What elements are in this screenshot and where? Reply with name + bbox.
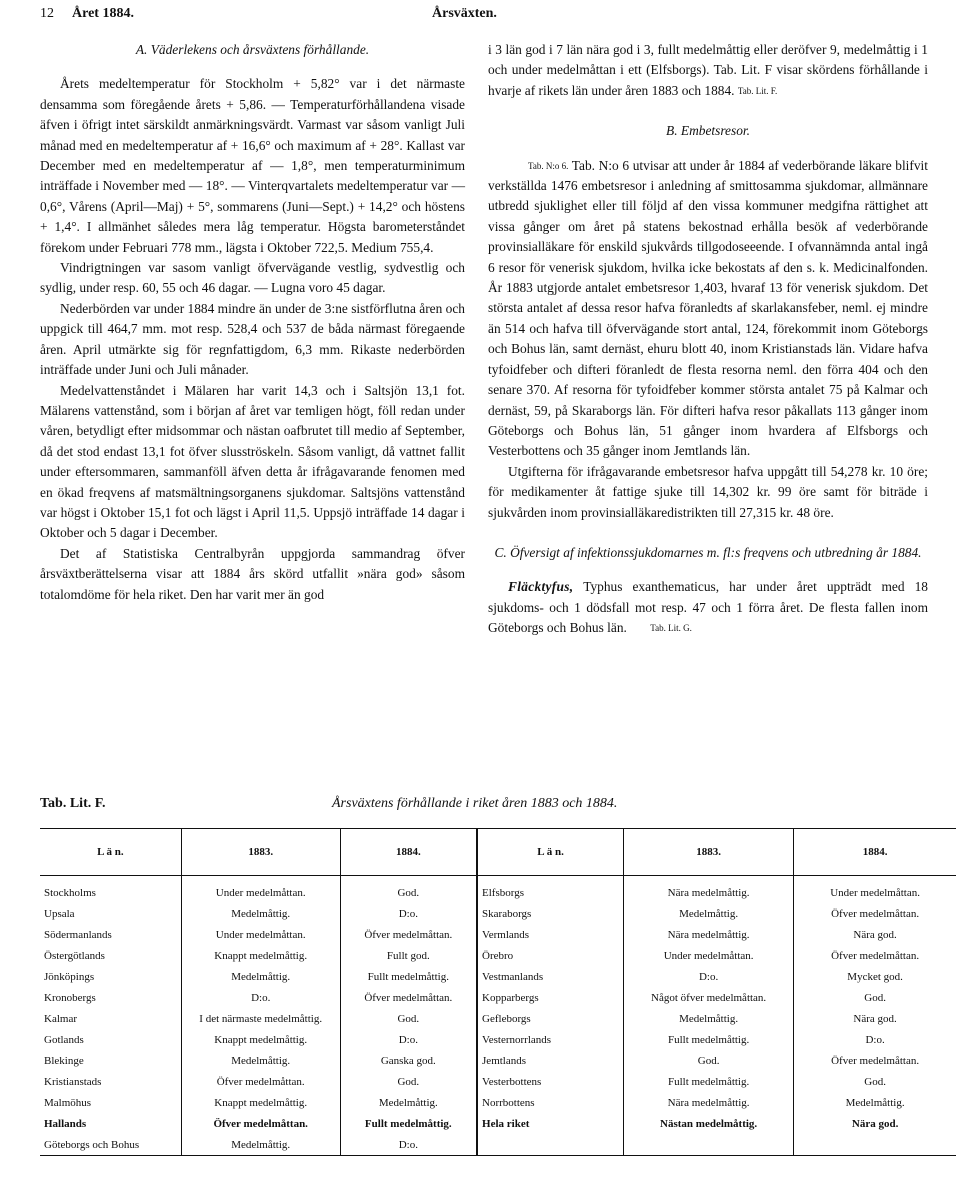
harvest-table-section: [40, 792, 956, 1156]
cell-1884: God.: [340, 876, 477, 904]
cell-county: Södermanlands: [44, 928, 112, 941]
cell-1884: Öfver medelmåttan.: [794, 903, 956, 924]
page-header: [0, 6, 960, 30]
paragraph-water-level: Medelvattenståndet i Mälaren har varit 14,3 och i Saltsjön 13,1 fot. Mälarens vattenstånd, som i början af året var temligen högt, föll redan under våren, betydligt efter midsommar och nästan oafbrutet till medio af September, då det stod endast 13,1 fot öfver slusströskeln. Såsom vanligt, då vattnet fallit under eftersommaren, sammanföll äfven detta år ifrågavarande fenomen med en ökad freqvens af matsmältningsorganens sjukdomar. Saltsjöns vattenstånd var högst i Oktober 15,1 fot och lägst i April 11,5. Uppsjö inträffade 14 dagar i Oktober och 5 dagar i December.: [40, 382, 465, 541]
table-row: [40, 924, 956, 945]
cell-1884: Medelmåttig.: [794, 1092, 956, 1113]
cell-1884: Fullt medelmåttig.: [340, 1113, 477, 1134]
margin-reference: Tab. Lit. G.: [650, 623, 692, 634]
table-row: [40, 903, 956, 924]
section-heading-a: A. Väderlekens och årsväxtens förhållande.: [135, 42, 370, 57]
table-header-row: [40, 829, 956, 876]
cell-1883: Fullt medelmåttig.: [624, 1029, 794, 1050]
cell-1884: Mycket god.: [794, 966, 956, 987]
cell-county: Skaraborgs: [477, 903, 623, 924]
cell-1883: Under medelmåttan.: [181, 924, 340, 945]
cell-county: Blekinge: [44, 1054, 84, 1067]
table-title: Årsväxtens förhållande i riket åren 1883 och 1884.: [332, 796, 618, 811]
header-1883-left: 1883.: [181, 829, 340, 876]
section-heading-b: B. Embetsresor.: [666, 123, 750, 139]
table-row: [40, 966, 956, 987]
cell-1883: Knappt medelmåttig.: [181, 1092, 340, 1113]
cell-county: Stockholms: [44, 886, 96, 899]
cell-1884: God.: [340, 1008, 477, 1029]
cell-1884: Nära god.: [794, 1113, 956, 1134]
cell-county: Jönköpings: [44, 970, 95, 983]
paragraph-wind: Vindrigtningen var sasom vanligt öfvervägande vestlig, sydvestlig och sydlig, under resp. 60, 55 och 46 dagar. — Lugna voro 45 dagar.: [40, 260, 465, 296]
paragraph-expenditure: Utgifterna för ifrågavarande embetsresor hafva uppgått till 54,278 kr. 10 öre; för medikamenter åt fattige sjuke till 14,302 kr. 99 öre samt för biträde i sjukvården inom provinsialläkaredistrikten till 27,315 kr. 48 öre.: [488, 463, 928, 520]
cell-county: Elfsborgs: [477, 876, 623, 904]
cell-1883: Nära medelmåttig.: [624, 876, 794, 904]
cell-1883: Medelmåttig.: [181, 1134, 340, 1156]
header-county-right: L ä n.: [477, 829, 623, 876]
cell-county: Örebro: [477, 945, 623, 966]
cell-county: Vestmanlands: [477, 966, 623, 987]
page-number: 12: [40, 6, 54, 21]
cell-1884: Öfver medelmåttan.: [794, 945, 956, 966]
header-1884-right: 1884.: [794, 829, 956, 876]
cell-1884: Ganska god.: [340, 1050, 477, 1071]
cell-1883: Knappt medelmåttig.: [181, 1029, 340, 1050]
paragraph-harvest-continued: i 3 län god i 7 län nära god i 3, fullt medelmåttig eller deröfver 9, medelmåttig i 1 och under medelmåttan i ett (Elfsborgs). Tab. Lit. F visar skördens förhållande i hvarje af rikets län under åren 1883 och 1884. Tab. Lit. F.: [488, 42, 928, 98]
margin-reference: Tab. N:o 6.: [528, 160, 569, 171]
cell-1884: Nära god.: [794, 1008, 956, 1029]
cell-county: Malmöhus: [44, 1096, 92, 1109]
cell-county: Gefleborgs: [477, 1008, 623, 1029]
table-caption: [40, 792, 956, 818]
cell-county: Vesternorrlands: [477, 1029, 623, 1050]
cell-1883: Något öfver medelmåttan.: [624, 987, 794, 1008]
cell-1883: Öfver medelmåttan.: [181, 1113, 340, 1134]
cell-1883: Under medelmåttan.: [181, 876, 340, 904]
table-row: [40, 1071, 956, 1092]
cell-1883: D:o.: [181, 987, 340, 1008]
paragraph-precipitation: Nederbörden var under 1884 mindre än under de 3:ne sistförflutna åren och uppgick till 464,7 mm. mot resp. 528,4 och 537 de båda närmast föregaende åren. April utmärkte sig för regnfattigdom, 6,3 mm. Rikaste nederbörden inträffade under Juni och Juli månader.: [40, 300, 465, 378]
cell-county: [477, 1134, 623, 1156]
cell-1884: Öfver medelmåttan.: [794, 1050, 956, 1071]
cell-1883: Under medelmåttan.: [624, 945, 794, 966]
cell-county: Göteborgs och Bohus: [44, 1138, 140, 1151]
cell-1884: God.: [340, 1071, 477, 1092]
cell-county: Vermlands: [477, 924, 623, 945]
cell-1884: D:o.: [340, 1029, 477, 1050]
cell-1883: Medelmåttig.: [181, 1050, 340, 1071]
table-label: Tab. Lit. F.: [40, 796, 106, 811]
year-label: Året 1884.: [72, 6, 134, 21]
cell-1884: D:o.: [794, 1029, 956, 1050]
paragraph-typhus: Fläcktyfus, Typhus exanthematicus, har under året uppträdt med 18 sjukdoms- och 1 dödsfall mot resp. 47 och 1 förra året. De flesta fallen inom Göteborgs och Bohus län. Tab. Lit. G.: [488, 579, 928, 636]
table-row: [40, 1008, 956, 1029]
cell-1883: Nära medelmåttig.: [624, 924, 794, 945]
cell-county: Upsala: [44, 907, 75, 920]
cell-1884: Öfver medelmåttan.: [340, 987, 477, 1008]
cell-county: Kronobergs: [44, 991, 96, 1004]
cell-county: Norrbottens: [477, 1092, 623, 1113]
cell-1883: Öfver medelmåttan.: [181, 1071, 340, 1092]
table-row: [40, 1029, 956, 1050]
cell-county: Östergötlands: [44, 949, 105, 962]
right-column: [488, 40, 928, 639]
cell-1884: Medelmåttig.: [340, 1092, 477, 1113]
header-1884-left: 1884.: [340, 829, 477, 876]
cell-1884: Under medelmåttan.: [794, 876, 956, 904]
cell-county: Vesterbottens: [477, 1071, 623, 1092]
cell-1883: Fullt medelmåttig.: [624, 1071, 794, 1092]
table-row: [40, 876, 956, 904]
paragraph-harvest: Det af Statistiska Centralbyrån uppgjorda sammandrag öfver årsväxtberättelserna visar att 1884 års skörd utfallit »nära god» såsom totalomdöme för hela riket. Den har varit mer än god: [40, 545, 465, 602]
cell-1884: Fullt medelmåttig.: [340, 966, 477, 987]
table-row: [40, 987, 956, 1008]
paragraph-official-journeys: Tab. N:o 6. Tab. N:o 6 utvisar att under år 1884 af vederbörande läkare blifvit verkställda 1476 embetsresor i anledning af smittosamma sjukdomar, allmännare utbredd sjuklighet eller till följd af den vissa kommuner medgifna rättighet att vissa gånger om året på statens bekostnad erhålla besök af vederbörande provinsialläkare för enskild sjukvårds tillgodoseeende. I ofvannämnda antal ingå 6 resor för venerisk sjukdom, hvilka ickе bekostats af den s. k. Medicinalfonden. År 1883 utgjorde antalet embetsresor 1,403, hvaraf 13 för venerisk sjukdom. Det största antalet af dessa resor hafva föranledts af skarlakansfeber, neml. ej mindre än 514 och hafva till öfvervägande stort antal, 124, förekommit inom Göteborgs och Bohus län, samt dernäst, ehuru blott 40, inom Kristianstads län. Vidare hafva tyfoidfeber och difteri föranledt de flesta resorna neml. den förra 404 och den senare 370. Af resorna för tyfoidfeber kommer största antalet 75 på Kalmar och dernäst, 59, på Skaraborgs län. För difteri hafva resor påkallats 113 gånger inom Göteborgs och Bohus län, 51 gånger inom hvardera af Elfsborgs och Vesterbottens och 35 gånger inom Jemtlands län.: [488, 157, 929, 459]
cell-1884: D:o.: [340, 903, 477, 924]
table-row: [40, 1113, 956, 1134]
cell-1884: God.: [794, 987, 956, 1008]
cell-1884: God.: [794, 1071, 956, 1092]
cell-county: Jemtlands: [477, 1050, 623, 1071]
section-heading-c: C. Öfversigt af infektionssjukdomarnes m. fl:s freqvens och utbredning år 1884.: [494, 544, 922, 560]
cell-1883: I det närmaste medelmåttig.: [181, 1008, 340, 1029]
cell-county: Gotlands: [44, 1033, 84, 1046]
cell-county: Kalmar: [44, 1012, 77, 1025]
cell-1883: Knappt medelmåttig.: [181, 945, 340, 966]
harvest-table: [40, 828, 956, 1156]
left-column: [40, 40, 465, 605]
cell-1884: Nära god.: [794, 924, 956, 945]
header-1883-right: 1883.: [624, 829, 794, 876]
cell-1884: Fullt god.: [340, 945, 477, 966]
margin-reference: Tab. Lit. F.: [737, 85, 778, 96]
cell-1883: Medelmåttig.: [624, 903, 794, 924]
table-row: [40, 1050, 956, 1071]
paragraph-temperature: Årets medeltemperatur för Stockholm + 5,82° var i det närmaste densamma som föregående årets + 5,86. — Temperaturförhållandena visade äfven i öfrigt intet särskildt anmärkningsvärdt. Varmast var såsom vanligt Juli månad med en medeltemperatur af + 16,6° och maximum af + 28°. Kallast var December med en medeltemperatur af — 1,8°, men temperaturminimum inträffade i November med — 18°. — Vinterqvartalets medeltemperatur var — 0,6°, Vårens (April—Maj) + 5°, sommarens (Juni—Sept.) + 14,2° och höstens + 1,4°. I allmänhet således mera låg temperatur. Högsta barometerståndet förekom under Februari 778 mm., lägsta i Oktober 722,5. Medium 755,4.: [40, 76, 465, 255]
cell-1883: God.: [624, 1050, 794, 1071]
cell-1883: Nästan medelmåttig.: [624, 1113, 794, 1134]
cell-1883: D:o.: [624, 966, 794, 987]
cell-1883: [624, 1134, 794, 1156]
cell-county: Hela riket: [477, 1113, 623, 1134]
cell-county: Kopparbergs: [477, 987, 623, 1008]
header-county-left: L ä n.: [40, 829, 181, 876]
cell-county: Kristianstads: [44, 1075, 102, 1088]
cell-1883: Nära medelmåttig.: [624, 1092, 794, 1113]
table-row: [40, 945, 956, 966]
cell-1883: Medelmåttig.: [181, 903, 340, 924]
table-row: [40, 1134, 956, 1156]
cell-1884: D:o.: [340, 1134, 477, 1156]
section-title: Årsväxten.: [432, 6, 497, 21]
table-row: [40, 1092, 956, 1113]
cell-county: Hallands: [44, 1117, 87, 1130]
cell-1884: Öfver medelmåttan.: [340, 924, 477, 945]
cell-1884: [794, 1134, 956, 1156]
cell-1883: Medelmåttig.: [181, 966, 340, 987]
cell-1883: Medelmåttig.: [624, 1008, 794, 1029]
